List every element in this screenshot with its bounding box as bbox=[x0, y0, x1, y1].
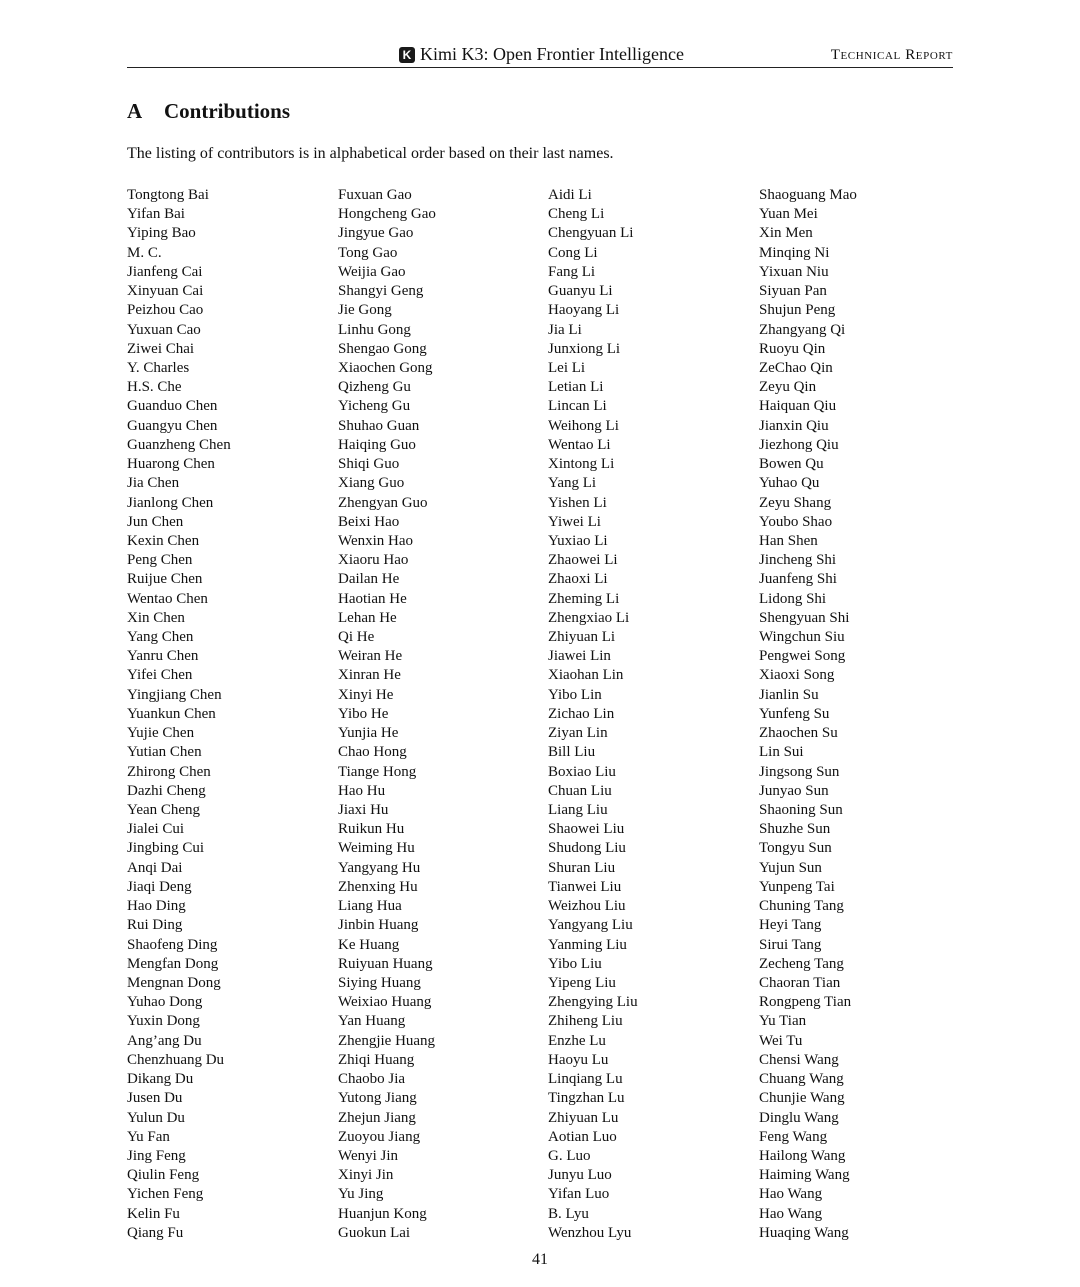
contributor-name: Yang Li bbox=[548, 475, 597, 492]
contributor-name: Shangyi Geng bbox=[338, 283, 424, 300]
contributor-name: Yicheng Gu bbox=[338, 398, 411, 415]
contributor-name: Wenxin Hao bbox=[338, 532, 414, 549]
contributor-name: Y. Charles bbox=[127, 359, 190, 376]
contributor-name: Zhengjie Huang bbox=[338, 1032, 436, 1049]
contributor-name: Yangyang Liu bbox=[548, 917, 633, 934]
report-title: Kimi K3: Open Frontier Intelligence bbox=[420, 44, 684, 64]
contributor-name: Xiaochen Gong bbox=[338, 359, 433, 376]
contributor-name: Xiaohan Lin bbox=[548, 667, 624, 684]
contributor-name: Yifan Bai bbox=[127, 206, 185, 223]
contributor-name: Xinyuan Cai bbox=[127, 283, 204, 300]
contributor-name: Haiqing Guo bbox=[338, 436, 416, 453]
contributor-name: Yujie Chen bbox=[127, 725, 195, 742]
contributor-name: Ziwei Chai bbox=[127, 340, 195, 357]
contributor-name: Jing Feng bbox=[127, 1147, 186, 1164]
contributor-name: Bowen Qu bbox=[759, 456, 824, 473]
contributor-name: Shengao Gong bbox=[338, 340, 427, 357]
contributor-name: Anqi Dai bbox=[127, 859, 183, 876]
contributor-name: Yu Jing bbox=[338, 1186, 384, 1203]
contributor-name: Guanzheng Chen bbox=[127, 436, 231, 453]
contributor-name: Sirui Tang bbox=[759, 936, 822, 953]
contributor-name: Zhenxing Hu bbox=[338, 878, 418, 895]
contributor-name: Wentao Li bbox=[548, 436, 611, 453]
contributor-name: Xinyi Jin bbox=[338, 1167, 394, 1184]
contributor-name: Minqing Ni bbox=[759, 244, 830, 261]
section-heading bbox=[127, 99, 290, 124]
contributor-name: Weizhou Liu bbox=[548, 898, 626, 915]
contributor-name: Ruiyuan Huang bbox=[338, 955, 433, 972]
contributor-name: Yutian Chen bbox=[127, 744, 202, 761]
contributor-column-3 bbox=[548, 186, 638, 1243]
contributor-name: Han Shen bbox=[759, 532, 818, 549]
contributor-name: Yutong Jiang bbox=[338, 1090, 417, 1107]
contributor-name: Guokun Lai bbox=[338, 1224, 411, 1241]
contributor-name: Hao Wang bbox=[759, 1186, 823, 1203]
contributor-name: Hao Wang bbox=[759, 1205, 823, 1222]
contributor-column-2 bbox=[338, 186, 436, 1243]
contributor-name: Zhiqi Huang bbox=[338, 1051, 415, 1068]
section-title: Contributions bbox=[164, 99, 291, 123]
contributor-name: Lincan Li bbox=[548, 398, 607, 415]
intro-text: The listing of contributors is in alphabetical order based on their last names. bbox=[127, 145, 614, 162]
contributor-name: G. Luo bbox=[548, 1147, 591, 1164]
contributor-name: Liang Hua bbox=[338, 898, 402, 915]
contributor-name: Zeyu Qin bbox=[759, 379, 817, 396]
contributor-name: Chao Hong bbox=[338, 744, 407, 761]
contributor-name: Tingzhan Lu bbox=[548, 1090, 625, 1107]
contributor-name: Yuan Mei bbox=[759, 206, 818, 223]
contributor-name: Shujun Peng bbox=[759, 302, 836, 319]
contributor-name: Yishen Li bbox=[548, 494, 607, 511]
contributor-name: Ziyan Lin bbox=[548, 725, 608, 742]
contributor-name: Ke Huang bbox=[338, 936, 400, 953]
contributor-name: Rui Ding bbox=[127, 917, 183, 934]
contributor-name: Zuoyou Jiang bbox=[338, 1128, 421, 1145]
contributor-name: Kelin Fu bbox=[127, 1205, 180, 1222]
contributor-name: Yu Fan bbox=[127, 1128, 170, 1145]
contributor-name: Yu Tian bbox=[759, 1013, 807, 1030]
contributor-name: Shaoning Sun bbox=[759, 802, 843, 818]
contributor-name: Zheming Li bbox=[548, 590, 620, 607]
contributor-name: Shuhao Guan bbox=[338, 417, 420, 434]
contributor-name: Ruijue Chen bbox=[127, 571, 203, 588]
contributor-name: Dailan He bbox=[338, 571, 400, 588]
contributor-name: ZeChao Qin bbox=[759, 359, 833, 376]
contributor-name: Junyao Sun bbox=[759, 782, 829, 799]
contributor-name: B. Lyu bbox=[548, 1205, 589, 1222]
contributor-name: Cong Li bbox=[548, 244, 598, 261]
contributor-name: Bill Liu bbox=[548, 744, 596, 761]
contributor-name: Wenyi Jin bbox=[338, 1147, 399, 1164]
contributor-name: Shiqi Guo bbox=[338, 456, 400, 473]
contributor-name: Haoyang Li bbox=[548, 302, 620, 319]
contributor-name: Yujun Sun bbox=[759, 859, 822, 876]
contributor-name: Xinran He bbox=[338, 667, 401, 684]
contributor-name: Boxiao Liu bbox=[548, 763, 616, 780]
contributor-name: Shaofeng Ding bbox=[127, 936, 218, 953]
contributor-name: Shengyuan Shi bbox=[759, 609, 850, 626]
contributor-name: Hongcheng Gao bbox=[338, 206, 436, 223]
contributor-name: Siyuan Pan bbox=[759, 283, 827, 300]
contributor-name: Rongpeng Tian bbox=[759, 994, 852, 1011]
contributor-name: Jiaqi Deng bbox=[127, 878, 192, 895]
contributor-name: Yunjia He bbox=[338, 725, 399, 742]
contributor-name: Yichen Feng bbox=[127, 1186, 204, 1203]
contributor-name: Wentao Chen bbox=[127, 590, 208, 607]
contributor-name: Weihong Li bbox=[548, 417, 619, 434]
contributor-name: Yanming Liu bbox=[548, 936, 627, 953]
contributor-name: Yiping Bao bbox=[127, 225, 196, 242]
contributor-name: Yibo Liu bbox=[548, 955, 602, 972]
contributor-name: Heyi Tang bbox=[759, 917, 822, 934]
contributor-name: Aidi Li bbox=[548, 187, 592, 203]
contributor-name: Zhiyuan Lu bbox=[548, 1109, 619, 1126]
contributor-name: Enzhe Lu bbox=[548, 1032, 606, 1049]
contributor-name: Jingsong Sun bbox=[759, 763, 840, 780]
contributor-name: Tianwei Liu bbox=[548, 878, 622, 895]
contributor-name: Mengnan Dong bbox=[127, 974, 221, 991]
contributor-name: Chaoran Tian bbox=[759, 974, 841, 991]
contributor-name: Qizheng Gu bbox=[338, 379, 411, 396]
contributor-name: Qiang Fu bbox=[127, 1224, 184, 1241]
contributor-name: Haiquan Qiu bbox=[759, 398, 837, 415]
contributor-name: Yangyang Hu bbox=[338, 859, 421, 876]
contributor-name: Tiange Hong bbox=[338, 763, 417, 780]
contributor-name: Chuan Liu bbox=[548, 782, 612, 799]
contributor-name: Yiwei Li bbox=[548, 513, 601, 530]
contributor-name: Liang Liu bbox=[548, 802, 608, 818]
contributor-name: Linqiang Lu bbox=[548, 1071, 623, 1088]
contributor-name: Yifei Chen bbox=[127, 667, 193, 684]
contributor-name: Junxiong Li bbox=[548, 340, 621, 357]
contributor-name: Xiaoru Hao bbox=[338, 552, 409, 569]
contributor-name: Peng Chen bbox=[127, 552, 193, 569]
contributor-name: Huanjun Kong bbox=[338, 1205, 427, 1222]
contributor-name: Yipeng Liu bbox=[548, 974, 616, 991]
contributor-name: Zhirong Chen bbox=[127, 763, 211, 780]
contributor-name: Weiming Hu bbox=[338, 840, 415, 857]
report-type: Technical Report bbox=[830, 47, 953, 63]
contributor-name: Jingyue Gao bbox=[338, 225, 414, 242]
contributor-name: Yibo He bbox=[338, 705, 389, 722]
contributor-name: Zichao Lin bbox=[548, 705, 615, 722]
contributor-name: Ruoyu Qin bbox=[759, 340, 826, 357]
contributor-name: Weixiao Huang bbox=[338, 994, 432, 1011]
contributor-name: Shudong Liu bbox=[548, 840, 626, 857]
contributor-name: Jincheng Shi bbox=[759, 552, 837, 569]
contributor-name: Yuhao Dong bbox=[127, 994, 203, 1011]
contributor-name: Huarong Chen bbox=[127, 456, 215, 473]
contributor-name: Shuzhe Sun bbox=[759, 821, 831, 838]
contributor-name: Lin Sui bbox=[759, 744, 804, 761]
contributor-name: Fang Li bbox=[548, 263, 596, 280]
contributor-name: Jia Li bbox=[548, 321, 582, 338]
contributor-name: Jianfeng Cai bbox=[127, 263, 203, 280]
contributor-name: Jiezhong Qiu bbox=[759, 436, 839, 453]
contributor-name: Zhejun Jiang bbox=[338, 1109, 416, 1126]
contributor-name: Hao Ding bbox=[127, 898, 186, 915]
contributor-name: Feng Wang bbox=[759, 1128, 828, 1145]
contributor-name: Yuxin Dong bbox=[127, 1013, 200, 1030]
contributor-name: Dazhi Cheng bbox=[127, 782, 206, 799]
contributor-name: Haiming Wang bbox=[759, 1167, 850, 1184]
contributor-name: Haoyu Lu bbox=[548, 1051, 609, 1068]
contributor-name: Shaowei Liu bbox=[548, 821, 625, 838]
contributor-name: Tong Gao bbox=[338, 244, 398, 261]
contributor-name: Chaobo Jia bbox=[338, 1071, 406, 1088]
contributor-name: Pengwei Song bbox=[759, 648, 846, 665]
contributor-name: Yean Cheng bbox=[127, 802, 201, 818]
contributor-name: Zhengxiao Li bbox=[548, 609, 630, 626]
contributor-name: Cheng Li bbox=[548, 206, 605, 223]
contributor-name: Zhiheng Liu bbox=[548, 1013, 623, 1030]
contributor-name: Yuhao Qu bbox=[759, 475, 820, 492]
contributor-name: Yuankun Chen bbox=[127, 705, 216, 722]
contributor-name: Yingjiang Chen bbox=[127, 686, 222, 703]
contributor-name: Xiaoxi Song bbox=[759, 667, 835, 684]
contributor-name: Yifan Luo bbox=[548, 1186, 610, 1203]
contributor-name: Youbo Shao bbox=[759, 513, 833, 530]
contributor-name: Jusen Du bbox=[127, 1090, 183, 1107]
contributor-name: Zeyu Shang bbox=[759, 494, 832, 511]
contributor-name: Guanyu Li bbox=[548, 283, 613, 300]
section-number: A bbox=[127, 99, 143, 123]
contributor-name: H.S. Che bbox=[127, 379, 182, 396]
contributor-name: Jialei Cui bbox=[127, 821, 185, 838]
contributor-name: Yan Huang bbox=[338, 1013, 406, 1030]
contributor-name: Jia Chen bbox=[127, 475, 180, 492]
contributor-name: Kexin Chen bbox=[127, 532, 200, 549]
contributor-name: Yixuan Niu bbox=[759, 263, 829, 280]
contributor-name: Guanduo Chen bbox=[127, 398, 218, 415]
contributor-name: Jiawei Lin bbox=[548, 648, 611, 665]
contributor-column-1 bbox=[127, 186, 231, 1243]
contributor-name: Jianlong Chen bbox=[127, 494, 214, 511]
contributor-name: Tongyu Sun bbox=[759, 840, 832, 857]
contributor-name: Chunjie Wang bbox=[759, 1090, 845, 1107]
contributor-name: Zhaochen Su bbox=[759, 725, 838, 742]
contributor-name: Shaoguang Mao bbox=[759, 187, 857, 203]
contributor-name: Beixi Hao bbox=[338, 513, 400, 530]
contributor-name: Hao Hu bbox=[338, 782, 386, 799]
page-header bbox=[127, 43, 953, 68]
contributor-name: Xinyi He bbox=[338, 686, 394, 703]
contributor-name: Yunfeng Su bbox=[759, 705, 830, 722]
contributor-name: Yanru Chen bbox=[127, 648, 199, 665]
contributor-name: Wei Tu bbox=[759, 1032, 803, 1049]
contributor-name: Hailong Wang bbox=[759, 1147, 846, 1164]
contributor-name: M. C. bbox=[127, 244, 162, 261]
contributor-name: Chensi Wang bbox=[759, 1051, 839, 1068]
contributor-name: Qi He bbox=[338, 629, 375, 646]
contributor-name: Linhu Gong bbox=[338, 321, 411, 338]
contributor-name: Aotian Luo bbox=[548, 1128, 617, 1145]
contributor-name: Yuxuan Cao bbox=[127, 321, 201, 338]
contributor-name: Dinglu Wang bbox=[759, 1109, 839, 1126]
contributor-name: Wingchun Siu bbox=[759, 629, 845, 646]
contributor-name: Jun Chen bbox=[127, 513, 184, 530]
contributor-name: Guangyu Chen bbox=[127, 417, 218, 434]
contributor-name: Yang Chen bbox=[127, 629, 194, 646]
contributor-name: Jianlin Su bbox=[759, 686, 819, 703]
contributor-name: Siying Huang bbox=[338, 974, 421, 991]
contributor-name: Chuang Wang bbox=[759, 1071, 844, 1088]
contributor-name: Lidong Shi bbox=[759, 590, 827, 607]
contributor-name: Letian Li bbox=[548, 379, 604, 396]
kimi-logo-icon: K bbox=[399, 47, 415, 63]
contributor-column-4 bbox=[759, 186, 857, 1243]
contributor-name: Ang’ang Du bbox=[127, 1032, 202, 1049]
contributor-name: Tongtong Bai bbox=[127, 187, 209, 203]
contributor-name: Xin Chen bbox=[127, 609, 185, 626]
contributor-name: Lehan He bbox=[338, 609, 397, 626]
contributor-name: Fuxuan Gao bbox=[338, 187, 412, 203]
contributor-name: Zhangyang Qi bbox=[759, 321, 846, 338]
contributor-name: Chenzhuang Du bbox=[127, 1051, 225, 1068]
contributor-name: Junyu Luo bbox=[548, 1167, 612, 1184]
contributor-name: Zhengyan Guo bbox=[338, 494, 428, 511]
contributor-name: Yulun Du bbox=[127, 1109, 185, 1126]
contributor-name: Zhaowei Li bbox=[548, 552, 618, 569]
header-title bbox=[399, 44, 684, 65]
contributor-name: Yunpeng Tai bbox=[759, 878, 835, 895]
contributor-name: Dikang Du bbox=[127, 1071, 194, 1088]
contributor-name: Zhengying Liu bbox=[548, 994, 638, 1011]
contributor-name: Weiran He bbox=[338, 648, 403, 665]
contributor-name: Yuxiao Li bbox=[548, 532, 608, 549]
contributor-name: Weijia Gao bbox=[338, 263, 406, 280]
contributor-name: Lei Li bbox=[548, 359, 586, 376]
contributor-name: Chengyuan Li bbox=[548, 225, 634, 242]
contributor-name: Haotian He bbox=[338, 590, 407, 607]
contributor-name: Xintong Li bbox=[548, 456, 615, 473]
contributor-name: Jie Gong bbox=[338, 302, 392, 319]
contributor-name: Chuning Tang bbox=[759, 898, 844, 915]
contributor-name: Zhiyuan Li bbox=[548, 629, 616, 646]
contributor-name: Qiulin Feng bbox=[127, 1167, 200, 1184]
contributor-name: Zecheng Tang bbox=[759, 955, 844, 972]
contributor-name: Jinbin Huang bbox=[338, 917, 419, 934]
contributor-name: Shuran Liu bbox=[548, 859, 616, 876]
contributor-name: Jianxin Qiu bbox=[759, 417, 829, 434]
contributor-name: Juanfeng Shi bbox=[759, 571, 837, 588]
contributor-name: Huaqing Wang bbox=[759, 1224, 849, 1241]
contributor-name: Mengfan Dong bbox=[127, 955, 219, 972]
contributor-name: Wenzhou Lyu bbox=[548, 1224, 632, 1241]
contributor-name: Zhaoxi Li bbox=[548, 571, 608, 588]
contributor-name: Jiaxi Hu bbox=[338, 802, 389, 818]
contributor-name: Jingbing Cui bbox=[127, 840, 205, 857]
contributor-name: Xin Men bbox=[759, 225, 813, 242]
contributor-name: Xiang Guo bbox=[338, 475, 405, 492]
page-number: 41 bbox=[532, 1251, 548, 1268]
contributor-name: Yibo Lin bbox=[548, 686, 602, 703]
contributor-name: Ruikun Hu bbox=[338, 821, 405, 838]
contributor-name: Peizhou Cao bbox=[127, 302, 204, 319]
